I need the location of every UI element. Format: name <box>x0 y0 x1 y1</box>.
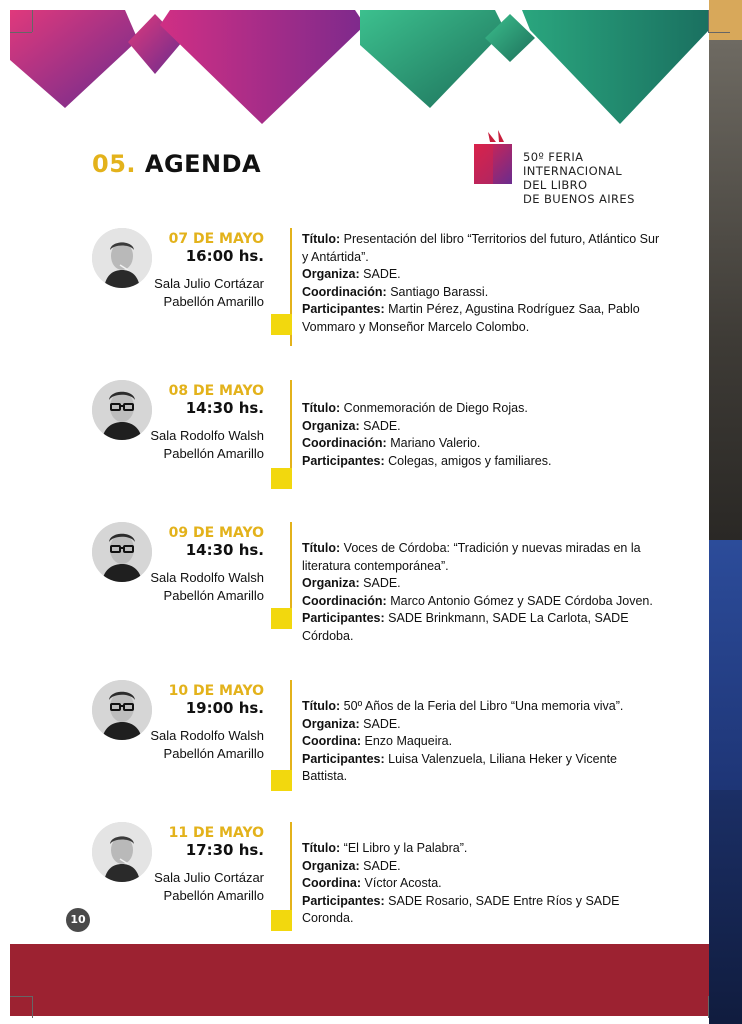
book-fair-name <box>523 150 635 206</box>
section-title: AGENDA <box>144 150 262 178</box>
detail-organiza: Organiza: SADE. <box>302 418 401 433</box>
event-date: 10 DE MAYO <box>168 683 264 699</box>
event-details <box>302 698 662 786</box>
gem-shape <box>522 10 709 124</box>
timeline-line <box>290 522 292 622</box>
event-venue <box>150 569 264 605</box>
crop-mark <box>10 32 32 33</box>
avatar <box>92 822 152 882</box>
venue-pavilion: Pabellón Amarillo <box>163 294 264 309</box>
detail-coordina: Coordina: Enzo Maqueira. <box>302 734 453 748</box>
detail-participantes: Participantes: SADE Rosario, SADE Entre Ríos y SADE Coronda. <box>302 893 620 925</box>
book-fair-brand <box>472 128 672 212</box>
timeline-marker <box>271 468 292 489</box>
author-portrait-icon <box>92 680 152 740</box>
detail-coordinacion: Coordinación: Mariano Valerio. <box>302 436 481 450</box>
strip-segment <box>709 40 742 540</box>
event-details <box>302 400 662 470</box>
timeline-marker <box>271 608 292 629</box>
event-details <box>302 840 662 928</box>
detail-coordinacion: Coordinación: Marco Antonio Gómez y SADE Córdoba Joven. <box>302 593 653 608</box>
detail-titulo: Título: Presentación del libro “Territorios del futuro, Atlántico Sur y Antártida”. <box>302 232 660 264</box>
venue-room: Sala Julio Cortázar <box>154 276 264 291</box>
author-portrait-icon <box>92 822 152 882</box>
brand-line: DEL LIBRO <box>523 178 588 192</box>
event-date: 09 DE MAYO <box>168 525 264 541</box>
section-number: 05. <box>92 150 137 178</box>
gem-shape <box>360 10 505 108</box>
footer-band <box>10 944 709 1016</box>
crop-mark <box>32 10 33 32</box>
gem-shape <box>10 10 138 108</box>
venue-room: Sala Rodolfo Walsh <box>150 728 264 743</box>
event-venue <box>150 427 264 463</box>
book-fair-logo-icon <box>472 128 516 186</box>
detail-coordina: Coordina: Víctor Acosta. <box>302 876 442 890</box>
detail-coordinacion: Coordinación: Santiago Barassi. <box>302 284 489 299</box>
crop-mark <box>708 10 709 32</box>
agenda-event <box>0 822 709 962</box>
brand-line: DE BUENOS AIRES <box>523 192 635 206</box>
detail-participantes: Participantes: SADE Brinkmann, SADE La Carlota, SADE Córdoba. <box>302 611 629 643</box>
detail-titulo: Título: Voces de Córdoba: “Tradición y nuevas miradas en la literatura contemporánea”. <box>302 541 641 573</box>
venue-room: Sala Rodolfo Walsh <box>150 570 264 585</box>
event-venue <box>150 727 264 763</box>
venue-pavilion: Pabellón Amarillo <box>163 446 264 461</box>
top-gem-decoration <box>0 0 709 130</box>
detail-participantes: Participantes: Colegas, amigos y familiares. <box>302 453 552 468</box>
agenda-event <box>0 228 709 368</box>
avatar <box>92 522 152 582</box>
event-details <box>302 231 662 336</box>
detail-titulo: Título: “El Libro y la Palabra”. <box>302 841 468 855</box>
strip-segment <box>709 540 742 790</box>
agenda-event <box>0 680 709 820</box>
venue-pavilion: Pabellón Amarillo <box>163 588 264 603</box>
venue-room: Sala Julio Cortázar <box>154 870 264 885</box>
event-venue <box>154 275 264 311</box>
detail-titulo: Título: Conmemoración de Diego Rojas. <box>302 401 528 415</box>
event-date: 07 DE MAYO <box>168 231 264 247</box>
page-number: 10 <box>66 908 90 932</box>
event-time: 17:30 hs. <box>185 841 264 859</box>
author-portrait-icon <box>92 228 152 288</box>
avatar <box>92 380 152 440</box>
detail-organiza: Organiza: SADE. <box>302 858 401 873</box>
detail-participantes: Participantes: Martin Pérez, Agustina Rodríguez Saa, Pablo Vommaro y Monseñor Marcelo Colombo. <box>302 302 640 334</box>
right-edge-photo-strip <box>709 0 742 1024</box>
strip-segment <box>709 790 742 1024</box>
brand-line: 50º FERIA <box>523 150 584 164</box>
avatar <box>92 228 152 288</box>
detail-organiza: Organiza: SADE. <box>302 576 401 590</box>
event-date: 08 DE MAYO <box>168 383 264 399</box>
event-venue <box>154 869 264 905</box>
venue-pavilion: Pabellón Amarillo <box>163 888 264 903</box>
agenda-event <box>0 522 709 662</box>
event-details <box>302 540 662 645</box>
author-portrait-icon <box>92 522 152 582</box>
timeline-marker <box>271 910 292 931</box>
author-portrait-icon <box>92 380 152 440</box>
gem-shape <box>160 10 365 124</box>
section-heading <box>92 150 261 178</box>
crop-mark <box>32 996 33 1018</box>
venue-pavilion: Pabellón Amarillo <box>163 746 264 761</box>
agenda-event <box>0 380 709 520</box>
avatar <box>92 680 152 740</box>
detail-organiza: Organiza: SADE. <box>302 716 401 731</box>
crop-mark <box>10 996 32 997</box>
crop-mark <box>708 32 730 33</box>
event-time: 16:00 hs. <box>185 247 264 265</box>
timeline-marker <box>271 314 292 335</box>
timeline-marker <box>271 770 292 791</box>
venue-room: Sala Rodolfo Walsh <box>150 428 264 443</box>
event-time: 19:00 hs. <box>185 699 264 717</box>
detail-organiza: Organiza: SADE. <box>302 267 401 281</box>
event-time: 14:30 hs. <box>185 541 264 559</box>
event-date: 11 DE MAYO <box>168 825 264 841</box>
crop-mark <box>708 996 709 1018</box>
strip-segment <box>709 0 742 40</box>
brand-line: INTERNACIONAL <box>523 164 623 178</box>
event-time: 14:30 hs. <box>185 399 264 417</box>
detail-titulo: Título: 50º Años de la Feria del Libro “Una memoria viva”. <box>302 699 624 713</box>
detail-participantes: Participantes: Luisa Valenzuela, Liliana Heker y Vicente Battista. <box>302 751 618 783</box>
